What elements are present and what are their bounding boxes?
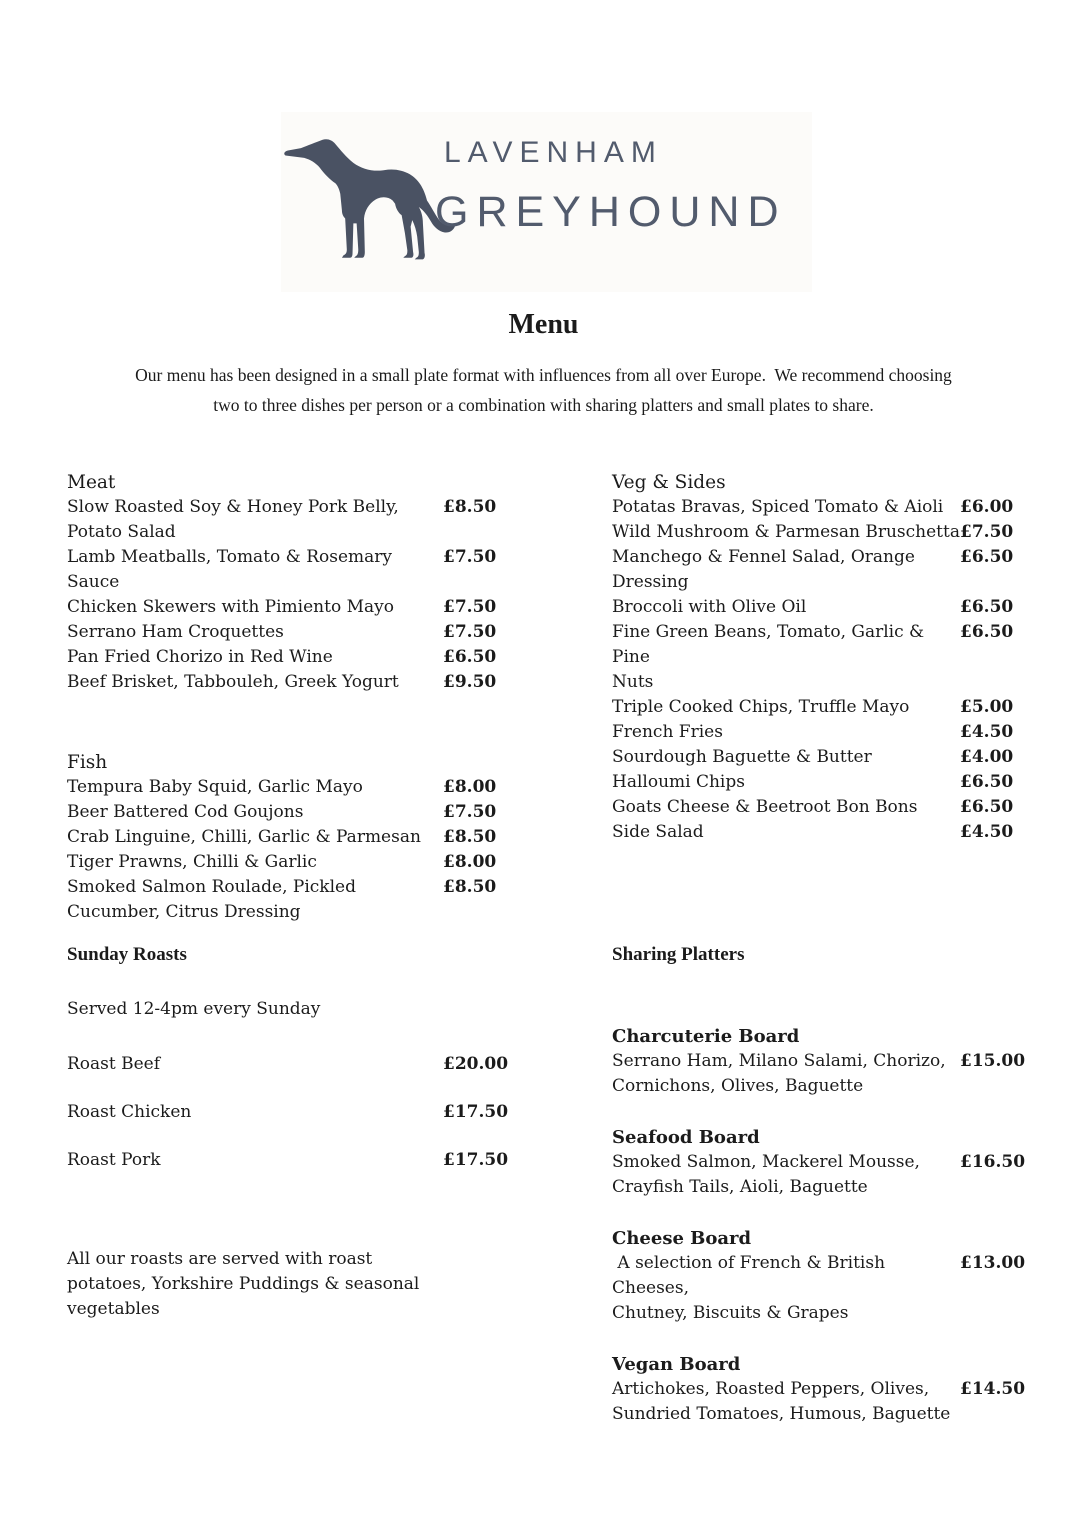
item-name-line: Serrano Ham Croquettes [67,622,284,642]
item-name-line: Serrano Ham, Milano Salami, Chorizo, [612,1051,946,1071]
item-price: £4.00 [960,747,1014,767]
column-meat-fish [67,470,497,925]
item-name-line: Smoked Salmon, Mackerel Mousse, [612,1152,920,1172]
page-title: Menu [508,309,579,340]
item-name-line: Crab Linguine, Chilli, Garlic & Parmesan [67,827,421,847]
menu-item [67,495,497,545]
restaurant-logo [281,112,812,292]
item-price: £4.50 [960,722,1014,742]
item-name-line: Pan Fried Chorizo in Red Wine [67,647,333,667]
menu-item [612,820,1016,845]
item-name-line: Artichokes, Roasted Peppers, Olives, [612,1379,930,1399]
item-name-line: Tempura Baby Squid, Garlic Mayo [67,777,363,797]
item-name [67,595,443,620]
item-price: £7.50 [443,597,497,617]
item-price: £6.50 [960,547,1014,567]
item-price: £7.50 [443,622,497,642]
item-price: £6.50 [960,597,1014,617]
item-name [612,1251,960,1326]
menu-item [612,745,1016,770]
menu-item [612,545,1016,595]
item-price: £6.50 [443,647,497,667]
item-price: £8.00 [443,852,497,872]
item-name-line: Potato Salad [67,522,176,542]
text-line: potatoes, Yorkshire Puddings & seasonal [67,1274,420,1294]
item-name-line: Manchego & Fennel Salad, Orange [612,547,915,567]
item-price: £8.50 [443,877,497,897]
item-price: £20.00 [443,1054,509,1074]
item-name-line: Chutney, Biscuits & Grapes [612,1303,849,1323]
board-price: £15.00 [960,1051,1026,1071]
item-name-line: Triple Cooked Chips, Truffle Mayo [612,697,910,717]
menu-item [612,495,1016,520]
board-price: £16.50 [960,1152,1026,1172]
sunday-roasts-subtitle: Served 12-4pm every Sunday [67,999,321,1019]
item-name [612,695,960,720]
item-name-line: Roast Chicken [67,1102,192,1122]
board-name: Charcuterie Board [612,1026,800,1047]
item-name [67,850,443,875]
sharing-board [612,1125,1026,1200]
menu-item [612,795,1016,820]
item-price: £8.50 [443,497,497,517]
item-name-line: Sundried Tomatoes, Humous, Baguette [612,1404,951,1424]
item-name [67,620,443,645]
item-name [67,1052,443,1077]
text-line: two to three dishes per person or a combination with sharing platters and small plates to share. [213,395,874,415]
item-name [612,745,960,770]
item-name-line: Roast Beef [67,1054,161,1074]
section-title-meat: Meat [67,472,116,493]
item-name-line: Sourdough Baguette & Butter [612,747,872,767]
roast-note [67,1247,497,1322]
item-name-line: Cucumber, Citrus Dressing [67,902,301,922]
intro-paragraph [0,360,1087,420]
item-name [612,1377,960,1427]
section-title-fish: Fish [67,752,108,773]
menu-item [67,800,497,825]
item-name-line: Beer Battered Cod Goujons [67,802,304,822]
item-name-line: Potatas Bravas, Spiced Tomato & Aioli [612,497,944,517]
menu-item [67,775,497,800]
item-name [67,495,443,545]
item-name-line: Broccoli with Olive Oil [612,597,807,617]
item-name [612,820,960,845]
menu-item [67,645,497,670]
section-title-sharing-platters: Sharing Platters [612,944,745,965]
item-name-line: Roast Pork [67,1150,161,1170]
item-name [612,770,960,795]
item-name-line: Slow Roasted Soy & Honey Pork Belly, [67,497,399,517]
item-name [612,495,960,520]
menu-item [67,620,497,645]
item-name-line: A selection of French & British Cheeses, [612,1253,891,1298]
menu-item [612,695,1016,720]
menu-item [67,825,497,850]
item-name [67,645,443,670]
item-name [612,595,960,620]
item-name [612,1150,960,1200]
item-name [67,670,443,695]
item-name-line: Lamb Meatballs, Tomato & Rosemary [67,547,393,567]
item-price: £5.00 [960,697,1014,717]
item-name-line: Tiger Prawns, Chilli & Garlic [67,852,317,872]
text-line: All our roasts are served with roast [67,1249,373,1269]
item-price: £6.50 [960,797,1014,817]
column-veg-sides [612,470,1016,845]
item-name-line: Dressing [612,572,689,592]
meat-item-list [67,495,497,695]
item-name-line: Beef Brisket, Tabbouleh, Greek Yogurt [67,672,399,692]
item-name-line: Chicken Skewers with Pimiento Mayo [67,597,394,617]
item-name [67,800,443,825]
item-price: £6.00 [960,497,1014,517]
item-name-line: Fine Green Beans, Tomato, Garlic & Pine [612,622,930,667]
column-sunday-roasts [67,942,509,1322]
text-line: Our menu has been designed in a small plate format with influences from all over Europe. We recommend choosing [135,365,952,385]
section-title-veg-sides: Veg & Sides [612,472,726,493]
logo-text-lavenham: LAVENHAM [444,136,663,169]
board-description-row [612,1049,1026,1099]
menu-item [67,545,497,595]
item-price: £6.50 [960,622,1014,642]
board-price: £14.50 [960,1379,1026,1399]
item-name [67,1100,443,1125]
item-name [67,1148,443,1173]
item-name-line: Sauce [67,572,120,592]
menu-item [67,1100,509,1125]
section-title-sunday-roasts: Sunday Roasts [67,944,187,965]
roast-item-list [67,1052,509,1173]
item-name [67,545,443,595]
item-price: £17.50 [443,1150,509,1170]
item-name-line: Side Salad [612,822,704,842]
item-price: £9.50 [443,672,497,692]
item-price: £7.50 [443,547,497,567]
item-price: £4.50 [960,822,1014,842]
item-name [67,775,443,800]
board-price: £13.00 [960,1253,1026,1273]
veg-item-list [612,495,1016,845]
item-price: £17.50 [443,1102,509,1122]
column-sharing-platters [612,942,1026,1427]
board-description-row [612,1377,1026,1427]
item-name [612,720,960,745]
fish-item-list [67,775,497,925]
menu-item [67,850,497,875]
item-name-line: Smoked Salmon Roulade, Pickled [67,877,356,897]
item-name-line: Nuts [612,672,654,692]
item-price: £7.50 [960,522,1014,542]
item-price: £6.50 [960,772,1014,792]
menu-item [67,1148,509,1173]
item-name [67,825,443,850]
sharing-board [612,1352,1026,1427]
board-name: Seafood Board [612,1127,760,1148]
menu-item [612,720,1016,745]
item-name-line: French Fries [612,722,723,742]
item-name-line: Halloumi Chips [612,772,745,792]
board-description-row [612,1150,1026,1200]
item-name [612,1049,960,1099]
item-name-line: Crayfish Tails, Aioli, Baguette [612,1177,868,1197]
item-price: £8.00 [443,777,497,797]
menu-item [612,620,1016,695]
board-name: Cheese Board [612,1228,752,1249]
logo-text-greyhound: GREYHOUND [435,188,787,236]
board-list [612,1024,1026,1427]
sharing-board [612,1024,1026,1099]
item-name-line: Cornichons, Olives, Baguette [612,1076,864,1096]
item-name-line: Goats Cheese & Beetroot Bon Bons [612,797,918,817]
item-name [612,520,960,545]
sharing-board [612,1226,1026,1326]
item-name [612,620,960,695]
menu-item [67,670,497,695]
text-line: vegetables [67,1299,160,1319]
menu-item [612,770,1016,795]
item-name [612,545,960,595]
item-name [612,795,960,820]
item-name [67,875,443,925]
menu-item [67,875,497,925]
board-name: Vegan Board [612,1354,741,1375]
menu-item [67,1052,509,1077]
menu-item [612,520,1016,545]
item-price: £8.50 [443,827,497,847]
item-price: £7.50 [443,802,497,822]
item-name-line: Wild Mushroom & Parmesan Bruschetta [612,522,960,542]
menu-item [612,595,1016,620]
board-description-row [612,1251,1026,1326]
menu-item [67,595,497,620]
